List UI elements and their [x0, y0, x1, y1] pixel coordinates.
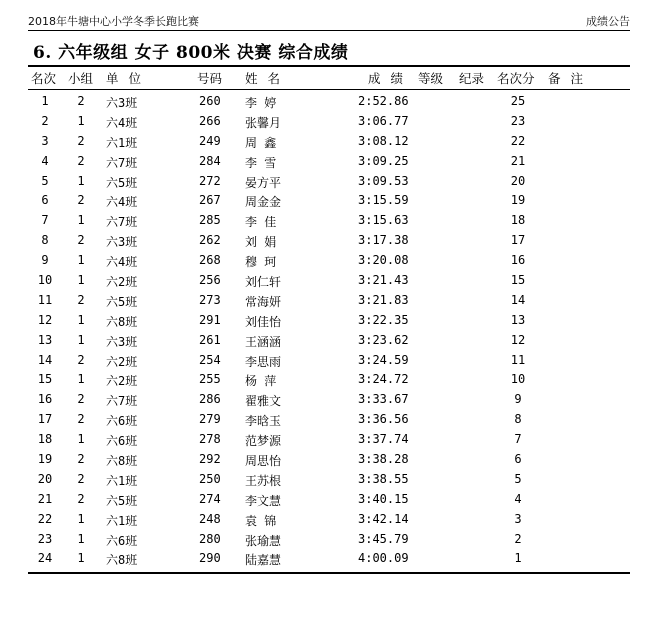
name-cell: 穆 珂: [245, 255, 277, 270]
unit-cell: 六1班: [106, 135, 138, 150]
col-level: 等级: [418, 71, 444, 86]
rank-cell: 24: [37, 551, 53, 566]
points-cell: 12: [510, 332, 526, 347]
table-row: [0, 450, 668, 470]
time-cell: 3:42.14: [358, 511, 409, 526]
name-cell: 晏方平: [245, 175, 282, 190]
points-cell: 13: [510, 312, 526, 327]
table-row: [0, 311, 668, 331]
number-cell: 262: [199, 233, 221, 248]
points-cell: 5: [514, 471, 522, 486]
unit-cell: 六6班: [106, 414, 138, 429]
group-cell: 2: [77, 193, 85, 208]
name-cell: 袁 锦: [245, 513, 277, 528]
time-cell: 3:40.15: [358, 491, 409, 506]
unit-cell: 六8班: [106, 454, 138, 469]
number-cell: 291: [199, 312, 221, 327]
time-cell: 3:08.12: [358, 133, 409, 148]
table-row: [0, 331, 668, 351]
rank-cell: 5: [41, 173, 49, 188]
group-cell: 2: [77, 392, 85, 407]
time-cell: 3:38.28: [358, 452, 409, 467]
time-cell: 3:17.38: [358, 233, 409, 248]
col-points: 名次分: [497, 71, 535, 86]
col-note: 备注: [548, 71, 594, 86]
rank-cell: 22: [37, 511, 53, 526]
unit-cell: 六8班: [106, 314, 138, 329]
points-cell: 16: [510, 253, 526, 268]
group-cell: 2: [77, 471, 85, 486]
points-cell: 7: [514, 432, 522, 447]
rank-cell: 23: [37, 531, 53, 546]
points-cell: 2: [514, 531, 522, 546]
table-row: [0, 251, 668, 271]
name-cell: 常海妍: [245, 294, 282, 309]
group-cell: 2: [77, 94, 85, 108]
table-row: [0, 470, 668, 490]
table-row: [0, 410, 668, 430]
page-title: 6. 六年级组 女子 800米 决赛 综合成绩: [33, 43, 349, 63]
rank-cell: 21: [37, 491, 53, 506]
unit-cell: 六2班: [106, 354, 138, 369]
time-cell: 3:22.35: [358, 312, 409, 327]
time-cell: 3:15.63: [358, 213, 409, 228]
rank-cell: 1: [41, 94, 49, 108]
name-cell: 李思雨: [245, 354, 282, 369]
number-cell: 285: [199, 213, 221, 228]
rank-cell: 6: [41, 193, 49, 208]
number-cell: 261: [199, 332, 221, 347]
name-cell: 周 鑫: [245, 135, 277, 150]
points-cell: 20: [510, 173, 526, 188]
col-record: 纪录: [459, 71, 485, 86]
name-cell: 李晗玉: [245, 414, 282, 429]
table-row: [0, 490, 668, 510]
unit-cell: 六5班: [106, 493, 138, 508]
table-row: [0, 211, 668, 231]
table-row: [0, 132, 668, 152]
group-cell: 1: [77, 372, 85, 387]
time-cell: 3:23.62: [358, 332, 409, 347]
event-title: 2018年牛塘中心小学冬季长跑比赛: [28, 15, 199, 28]
col-name: 姓名: [245, 71, 291, 86]
name-cell: 周金金: [245, 195, 282, 210]
table-row: [0, 390, 668, 410]
time-cell: 3:36.56: [358, 412, 409, 427]
points-cell: 21: [510, 153, 526, 168]
name-cell: 李 佳: [245, 215, 277, 230]
table-row: [0, 191, 668, 211]
name-cell: 刘仁轩: [245, 275, 282, 290]
rank-cell: 7: [41, 213, 49, 228]
col-group: 小组: [68, 71, 94, 86]
results-table: [0, 92, 668, 569]
rank-cell: 3: [41, 133, 49, 148]
table-row: [0, 271, 668, 291]
group-cell: 2: [77, 292, 85, 307]
number-cell: 286: [199, 392, 221, 407]
name-cell: 周思怡: [245, 454, 282, 469]
time-cell: 3:33.67: [358, 392, 409, 407]
unit-cell: 六3班: [106, 96, 138, 110]
time-cell: 3:24.72: [358, 372, 409, 387]
points-cell: 3: [514, 511, 522, 526]
group-cell: 2: [77, 452, 85, 467]
name-cell: 刘 娟: [245, 235, 277, 250]
points-cell: 19: [510, 193, 526, 208]
group-cell: 1: [77, 332, 85, 347]
table-row: [0, 291, 668, 311]
table-row: [0, 112, 668, 132]
number-cell: 250: [199, 471, 221, 486]
top-rule: [28, 30, 630, 31]
unit-cell: 六5班: [106, 175, 138, 190]
unit-cell: 六1班: [106, 513, 138, 528]
unit-cell: 六8班: [106, 553, 138, 568]
rank-cell: 10: [37, 273, 53, 288]
name-cell: 刘佳怡: [245, 314, 282, 329]
number-cell: 279: [199, 412, 221, 427]
group-cell: 2: [77, 233, 85, 248]
table-row: [0, 530, 668, 550]
table-row: [0, 549, 668, 569]
time-cell: 3:09.53: [358, 173, 409, 188]
group-cell: 2: [77, 153, 85, 168]
name-cell: 张馨月: [245, 115, 282, 130]
time-cell: 3:21.83: [358, 292, 409, 307]
number-cell: 280: [199, 531, 221, 546]
name-cell: 范梦源: [245, 434, 282, 449]
points-cell: 9: [514, 392, 522, 407]
header-rule: [28, 89, 630, 90]
group-cell: 2: [77, 491, 85, 506]
rank-cell: 19: [37, 452, 53, 467]
group-cell: 2: [77, 412, 85, 427]
points-cell: 17: [510, 233, 526, 248]
time-cell: 4:00.09: [358, 551, 409, 566]
points-cell: 18: [510, 213, 526, 228]
rank-cell: 16: [37, 392, 53, 407]
name-cell: 李文慧: [245, 493, 282, 508]
number-cell: 278: [199, 432, 221, 447]
name-cell: 翟雅文: [245, 394, 282, 409]
unit-cell: 六4班: [106, 255, 138, 270]
group-cell: 1: [77, 312, 85, 327]
points-cell: 11: [510, 352, 526, 367]
name-cell: 杨 萍: [245, 374, 277, 389]
group-cell: 1: [77, 113, 85, 128]
group-cell: 1: [77, 551, 85, 566]
group-cell: 1: [77, 273, 85, 288]
group-cell: 1: [77, 253, 85, 268]
unit-cell: 六4班: [106, 115, 138, 130]
rank-cell: 4: [41, 153, 49, 168]
number-cell: 273: [199, 292, 221, 307]
group-cell: 1: [77, 511, 85, 526]
column-header-row: [0, 69, 668, 87]
unit-cell: 六1班: [106, 473, 138, 488]
number-cell: 292: [199, 452, 221, 467]
name-cell: 王苏根: [245, 473, 282, 488]
unit-cell: 六3班: [106, 235, 138, 250]
number-cell: 260: [199, 94, 221, 108]
unit-cell: 六3班: [106, 334, 138, 349]
rank-cell: 2: [41, 113, 49, 128]
rank-cell: 17: [37, 412, 53, 427]
table-row: [0, 172, 668, 192]
rank-cell: 18: [37, 432, 53, 447]
time-cell: 3:09.25: [358, 153, 409, 168]
document-type: 成绩公告: [586, 15, 630, 28]
points-cell: 4: [514, 491, 522, 506]
group-cell: 2: [77, 133, 85, 148]
bottom-rule: [28, 572, 630, 574]
name-cell: 李 婷: [245, 96, 277, 110]
col-number: 号码: [197, 71, 223, 86]
name-cell: 王涵涵: [245, 334, 282, 349]
table-row: [0, 370, 668, 390]
points-cell: 1: [514, 551, 522, 566]
points-cell: 10: [510, 372, 526, 387]
time-cell: 3:38.55: [358, 471, 409, 486]
rank-cell: 9: [41, 253, 49, 268]
rank-cell: 11: [37, 292, 53, 307]
points-cell: 6: [514, 452, 522, 467]
unit-cell: 六7班: [106, 155, 138, 170]
name-cell: 陆嘉慧: [245, 553, 282, 568]
title-rule: [28, 65, 630, 67]
number-cell: 254: [199, 352, 221, 367]
number-cell: 284: [199, 153, 221, 168]
number-cell: 256: [199, 273, 221, 288]
time-cell: 2:52.86: [358, 94, 409, 108]
number-cell: 255: [199, 372, 221, 387]
group-cell: 1: [77, 531, 85, 546]
name-cell: 张瑜慧: [245, 533, 282, 548]
points-cell: 22: [510, 133, 526, 148]
number-cell: 248: [199, 511, 221, 526]
number-cell: 267: [199, 193, 221, 208]
col-time: 成绩: [368, 71, 414, 86]
table-row: [0, 92, 668, 112]
group-cell: 1: [77, 173, 85, 188]
unit-cell: 六6班: [106, 434, 138, 449]
time-cell: 3:21.43: [358, 273, 409, 288]
table-row: [0, 152, 668, 172]
time-cell: 3:15.59: [358, 193, 409, 208]
number-cell: 290: [199, 551, 221, 566]
unit-cell: 六2班: [106, 374, 138, 389]
number-cell: 266: [199, 113, 221, 128]
points-cell: 15: [510, 273, 526, 288]
col-unit: 单位: [106, 71, 152, 86]
time-cell: 3:06.77: [358, 113, 409, 128]
points-cell: 23: [510, 113, 526, 128]
unit-cell: 六7班: [106, 215, 138, 230]
table-row: [0, 510, 668, 530]
number-cell: 274: [199, 491, 221, 506]
unit-cell: 六2班: [106, 275, 138, 290]
group-cell: 2: [77, 352, 85, 367]
table-row: [0, 231, 668, 251]
time-cell: 3:45.79: [358, 531, 409, 546]
unit-cell: 六5班: [106, 294, 138, 309]
rank-cell: 12: [37, 312, 53, 327]
points-cell: 14: [510, 292, 526, 307]
table-row: [0, 430, 668, 450]
unit-cell: 六4班: [106, 195, 138, 210]
group-cell: 1: [77, 213, 85, 228]
number-cell: 249: [199, 133, 221, 148]
time-cell: 3:37.74: [358, 432, 409, 447]
time-cell: 3:20.08: [358, 253, 409, 268]
rank-cell: 14: [37, 352, 53, 367]
col-rank: 名次: [31, 71, 57, 86]
name-cell: 李 雪: [245, 155, 277, 170]
rank-cell: 8: [41, 233, 49, 248]
unit-cell: 六7班: [106, 394, 138, 409]
table-row: [0, 351, 668, 371]
time-cell: 3:24.59: [358, 352, 409, 367]
unit-cell: 六6班: [106, 533, 138, 548]
rank-cell: 13: [37, 332, 53, 347]
points-cell: 8: [514, 412, 522, 427]
number-cell: 272: [199, 173, 221, 188]
points-cell: 25: [510, 94, 526, 108]
group-cell: 1: [77, 432, 85, 447]
rank-cell: 15: [37, 372, 53, 387]
rank-cell: 20: [37, 471, 53, 486]
number-cell: 268: [199, 253, 221, 268]
